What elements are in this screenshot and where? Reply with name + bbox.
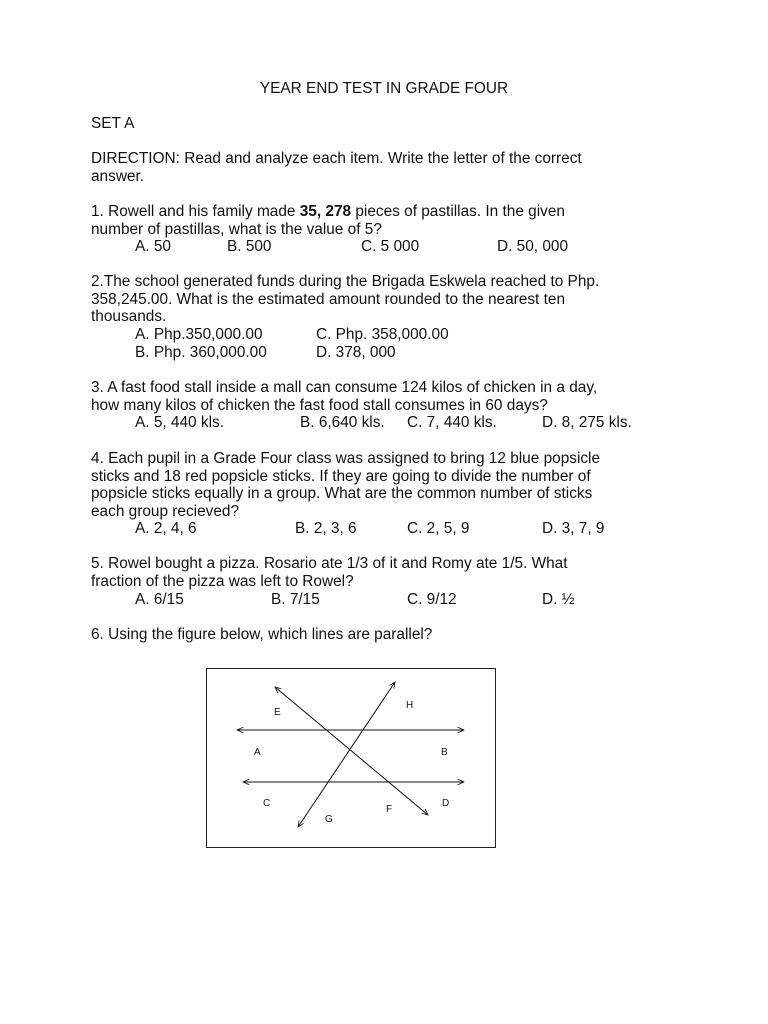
label-c: C	[263, 798, 271, 809]
question-4: 4. Each pupil in a Grade Four class was assigned to bring 12 blue popsicle sticks and 18 red popsicle sticks. If they are going to divide the number of popsicle sticks equally in a group. What are the common number of sticks each group recieved?	[91, 450, 601, 520]
label-a: A	[254, 747, 261, 758]
q3-option-d: D. 8, 275 kls.	[542, 414, 632, 431]
question-6: 6. Using the figure below, which lines are parallel?	[91, 626, 433, 643]
q4-option-a: A. 2, 4, 6	[135, 520, 197, 537]
label-g: G	[325, 814, 333, 825]
q3-option-b: B. 6,640 kls.	[300, 414, 385, 431]
label-e: E	[274, 707, 281, 718]
q5-option-d: D. ½	[542, 591, 575, 608]
direction-text: DIRECTION: Read and analyze each item. Write the letter of the correct answer.	[91, 150, 582, 185]
q1-option-b: B. 500	[227, 238, 272, 255]
q2-option-a: A. Php.350,000.00	[135, 326, 263, 343]
q1-option-a: A. 50	[135, 238, 171, 255]
q5-option-b: B. 7/15	[271, 591, 320, 608]
q4-option-c: C. 2, 5, 9	[407, 520, 470, 537]
question-2: 2.The school generated funds during the Brigada Eskwela reached to Php. 358,245.00. What is the estimated amount rounded to the nearest ten thousands.	[91, 273, 600, 326]
label-d: D	[442, 798, 450, 809]
question-1: 1. Rowell and his family made 35, 278 pieces of pastillas. In the given number of pastillas, what is the value of 5?	[91, 203, 565, 238]
q5-option-c: C. 9/12	[407, 591, 457, 608]
q4-option-d: D. 3, 7, 9	[542, 520, 605, 537]
label-f: F	[386, 804, 393, 815]
q3-option-c: C. 7, 440 kls.	[407, 414, 497, 431]
lines-figure	[206, 668, 496, 848]
lines-diagram	[207, 669, 497, 849]
q5-option-a: A. 6/15	[135, 591, 184, 608]
q1-option-c: C. 5 000	[361, 238, 420, 255]
page-title: YEAR END TEST IN GRADE FOUR	[259, 80, 509, 97]
label-h: H	[406, 700, 414, 711]
q1-option-d: D. 50, 000	[497, 238, 569, 255]
q3-option-a: A. 5, 440 kls.	[135, 414, 224, 431]
q2-option-b: B. Php. 360,000.00	[135, 344, 267, 361]
q4-option-b: B. 2, 3, 6	[295, 520, 357, 537]
label-b: B	[441, 747, 448, 758]
question-3: 3. A fast food stall inside a mall can consume 124 kilos of chicken in a day, how many kilos of chicken the fast food stall consumes in 60 days?	[91, 379, 598, 414]
question-5: 5. Rowel bought a pizza. Rosario ate 1/3 of it and Romy ate 1/5. What fraction of the pizza was left to Rowel?	[91, 555, 568, 590]
set-label: SET A	[91, 115, 135, 132]
line-gh	[298, 682, 395, 827]
q2-option-d: D. 378, 000	[316, 344, 396, 361]
q2-option-c: C. Php. 358,000.00	[316, 326, 449, 343]
